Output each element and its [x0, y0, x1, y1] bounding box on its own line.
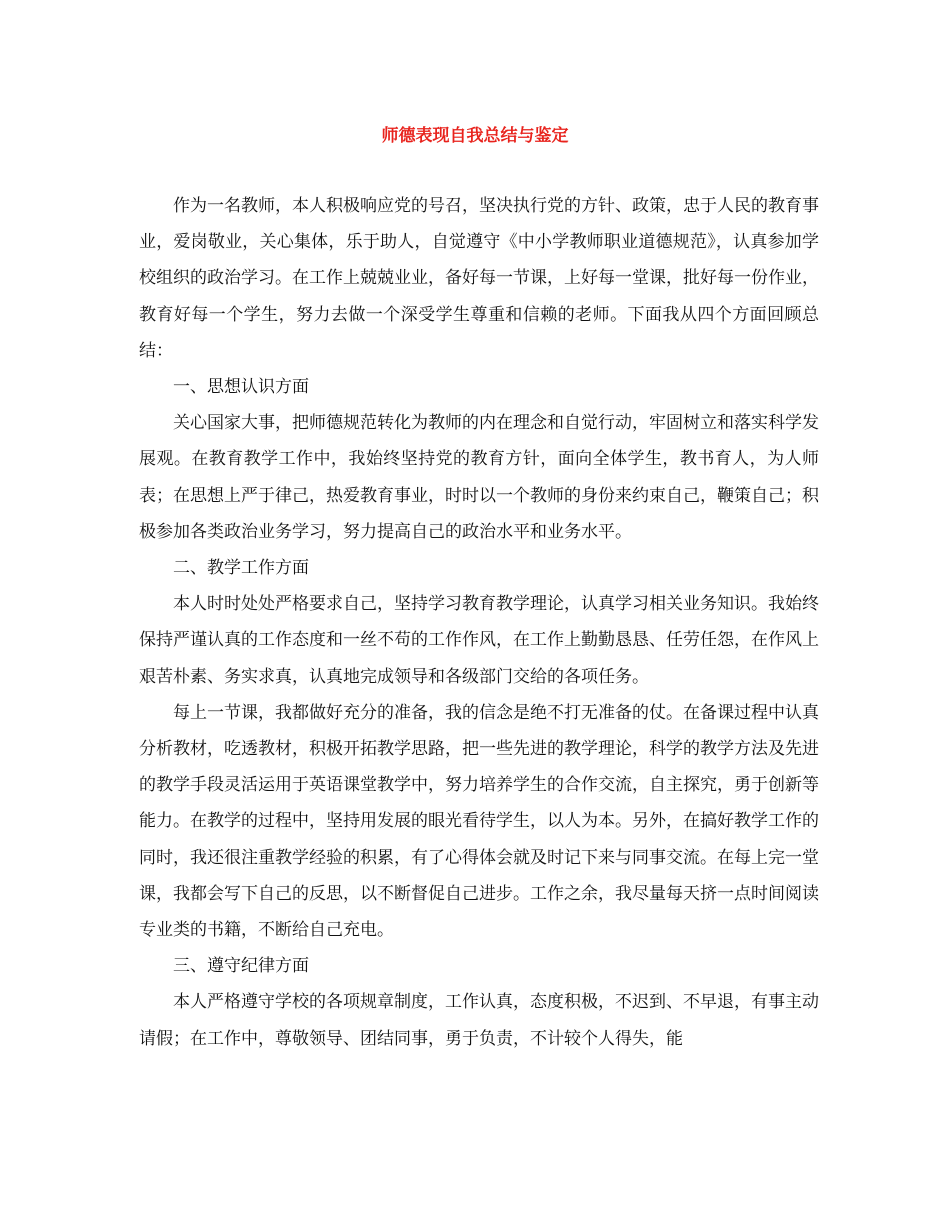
section-heading-thought: 一、思想认识方面 — [173, 377, 309, 398]
section-heading-discipline: 三、遵守纪律方面 — [173, 956, 309, 977]
paragraph-discipline: 本人严格遵守学校的各项规章制度，工作认真，态度积极，不迟到、不早退，有事主动请假；在工作中，尊敬领导、团结同事，勇于负责，不计较个人得失，能 — [139, 992, 819, 1049]
document-title: 师德表现自我总结与鉴定 — [381, 126, 569, 146]
section-heading-teaching: 二、教学工作方面 — [173, 558, 309, 579]
paragraph-intro: 作为一名教师，本人积极响应党的号召，坚决执行党的方针、政策，忠于人民的教育事业，爱岗敬业，关心集体，乐于助人，自觉遵守《中小学教师职业道德规范》，认真参加学校组织的政治学习。在工作上兢兢业业，备好每一节课，上好每一堂课，批好每一份作业，教育好每一个学生，努力去做一个深受学生尊重和信赖的老师。下面我从四个方面回顾总结： — [139, 196, 819, 361]
paragraph-thought: 关心国家大事，把师德规范转化为教师的内在理念和自觉行动，牢固树立和落实科学发展观。在教育教学工作中，我始终坚持党的教育方针，面向全体学生，教书育人，为人师表；在思想上严于律己，热爱教育事业，时时以一个教师的身份来约束自己，鞭策自己；积极参加各类政治业务学习，努力提高自己的政治水平和业务水平。 — [139, 413, 819, 542]
paragraph-teaching-2: 每上一节课，我都做好充分的准备，我的信念是绝不打无准备的仗。在备课过程中认真分析教材，吃透教材，积极开拓教学思路，把一些先进的教学理论，科学的教学方法及先进的教学手段灵活运用于英语课堂教学中，努力培养学生的合作交流，自主探究，勇于创新等能力。在教学的过程中，坚持用发展的眼光看待学生，以人为本。另外，在搞好教学工作的同时，我还很注重教学经验的积累，有了心得体会就及时记下来与同事交流。在每上完一堂课，我都会写下自己的反思，以不断督促自己进步。工作之余，我尽量每天挤一点时间阅读专业类的书籍，不断给自己充电。 — [139, 702, 819, 941]
document-body — [139, 188, 819, 1057]
paragraph-teaching-1: 本人时时处处严格要求自己，坚持学习教育教学理论，认真学习相关业务知识。我始终保持严谨认真的工作态度和一丝不苟的工作作风，在工作上勤勤恳恳、任劳任怨，在作风上艰苦朴素、务实求真，认真地完成领导和各级部门交给的各项任务。 — [139, 594, 819, 687]
